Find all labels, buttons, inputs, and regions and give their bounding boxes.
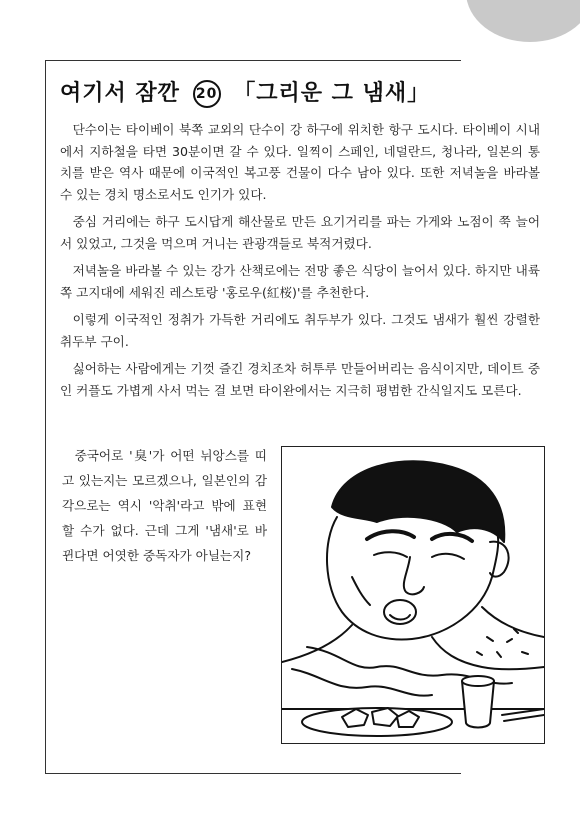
title-prefix: 여기서 잠깐 [60,81,180,106]
cartoon-illustration [281,446,545,744]
cartoon-man-smelling-food-icon [282,447,544,743]
paragraph: 단수이는 타이베이 북쪽 교외의 단수이 강 하구에 위치한 항구 도시다. 타이베이 시내에서 지하철을 타면 30분이면 갈 수 있다. 일찍이 스페인, 네덜란드, 청나라, 일본의 통치를 받은 역사 때문에 이국적인 복고풍 건물이 다수 남아 있다. 또한 저녁놀을 바라볼 수 있는 경치 명소로서도 인기가 있다. [60,122,540,202]
paragraph: 싫어하는 사람에게는 기껏 즐긴 경치조차 허투루 만들어버리는 음식이지만, 데이트 중인 커플도 가볍게 사서 먹는 걸 보면 타이완에서는 지극히 평범한 간식일지도 모른다. [60,361,540,398]
side-text [62,443,267,568]
body-text [60,119,540,407]
side-paragraph: 중국어로 '臭'가 어떤 뉘앙스를 띠고 있는지는 모르겠으나, 일본인의 감각으로는 역시 '악취'라고 밖에 표현할 수가 없다. 근데 그게 '냄새'로 바뀐다면 어엿한 중독자가 아닐는지? [62,448,267,563]
frame-top-rule [45,60,461,61]
title-number-badge: 20 [193,80,221,108]
title-main: 「그리운 그 냄새」 [233,81,431,106]
section-title [60,76,430,108]
paragraph: 저녁놀을 바라볼 수 있는 강가 산책로에는 전망 좋은 식당이 늘어서 있다. 하지만 내륙 쪽 고지대에 세워진 레스토랑 '홍로우(紅桜)'를 추천한다. [60,263,540,300]
paragraph: 중심 거리에는 하구 도시답게 해산물로 만든 요기거리를 파는 가게와 노점이 쭉 늘어서 있었고, 그것을 먹으며 거니는 관광객들로 북적거렸다. [60,214,540,251]
paragraph: 이렇게 이국적인 정취가 가득한 거리에도 취두부가 있다. 그것도 냄새가 훨씬 강렬한 취두부 구이. [60,312,540,349]
corner-tab [466,0,580,42]
